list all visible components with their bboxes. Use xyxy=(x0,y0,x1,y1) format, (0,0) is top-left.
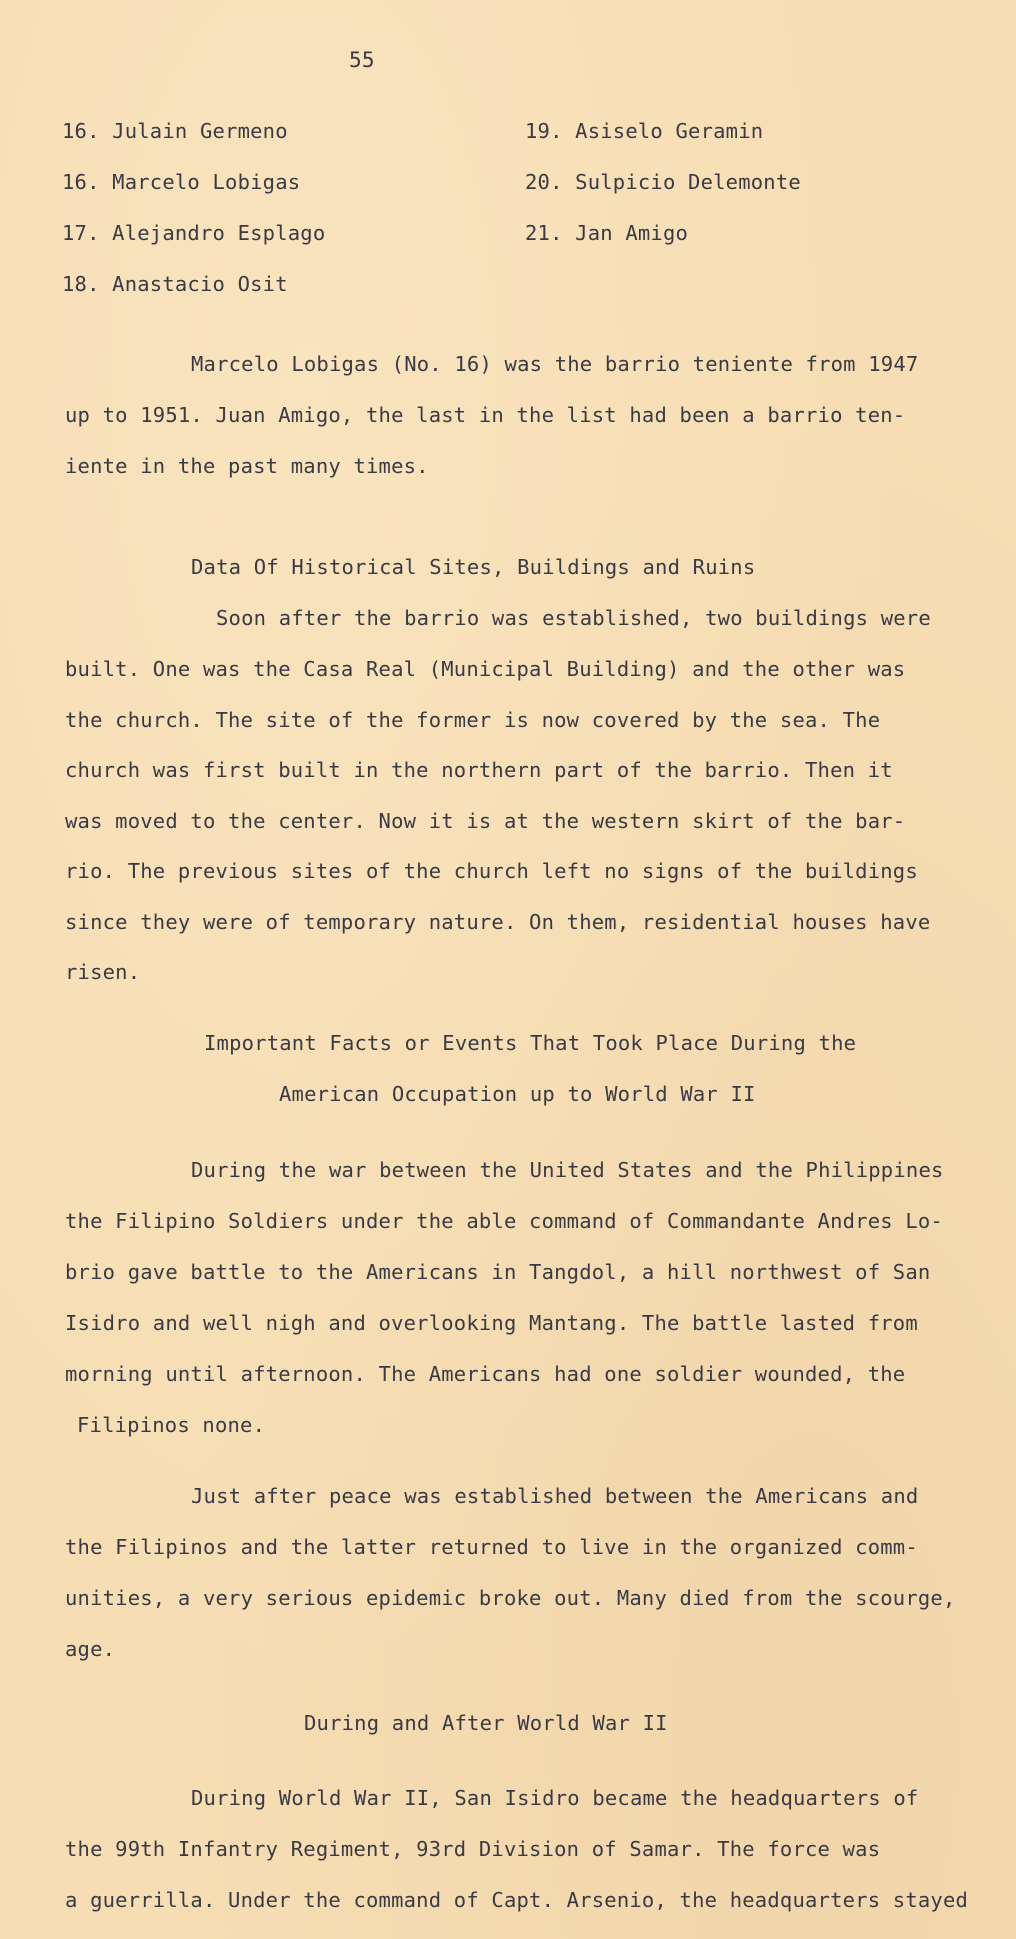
paragraph-line: a guerrilla. Under the command of Capt. Arsenio, the headquarters stayed xyxy=(65,1888,969,1912)
paragraph-line: the Filipino Soldiers under the able command of Commandante Andres Lo- xyxy=(65,1209,943,1233)
list-item: 18. Anastacio Osit xyxy=(62,272,288,296)
paragraph-line: since they were of temporary nature. On them, residential houses have xyxy=(65,910,931,934)
paragraph-line: age. xyxy=(65,1637,116,1661)
list-item: 16. Julain Germeno xyxy=(62,119,288,143)
paragraph-line: the church. The site of the former is now covered by the sea. The xyxy=(65,708,881,732)
paragraph-line: During the war between the United States and the Philippines xyxy=(191,1158,944,1182)
page-number: 55 xyxy=(349,48,375,72)
paragraph-line: built. One was the Casa Real (Municipal Building) and the other was xyxy=(65,657,906,681)
list-item: 17. Alejandro Esplago xyxy=(62,221,326,245)
paragraph-line: Soon after the barrio was established, two buildings were xyxy=(216,606,931,630)
paragraph-line: morning until afternoon. The Americans had one soldier wounded, the xyxy=(65,1362,906,1386)
section-heading: During and After World War II xyxy=(304,1711,668,1735)
paragraph-line: During World War II, San Isidro became the headquarters of xyxy=(191,1786,919,1810)
paragraph-line: unities, a very serious epidemic broke out. Many died from the scourge, xyxy=(65,1586,956,1610)
intro-line: up to 1951. Juan Amigo, the last in the list had been a barrio ten- xyxy=(65,403,906,427)
paragraph-line: was moved to the center. Now it is at the western skirt of the bar- xyxy=(65,809,906,833)
list-item: 19. Asiselo Geramin xyxy=(525,119,764,143)
paragraph-line: Just after peace was established between the Americans and xyxy=(191,1484,919,1508)
list-item: 20. Sulpicio Delemonte xyxy=(525,170,801,194)
paragraph-line: rio. The previous sites of the church left no signs of the buildings xyxy=(65,859,918,883)
paragraph-line: the 99th Infantry Regiment, 93rd Division of Samar. The force was xyxy=(65,1837,881,1861)
intro-line: Marcelo Lobigas (No. 16) was the barrio teniente from 1947 xyxy=(191,352,919,376)
paragraph-line: Isidro and well nigh and overlooking Mantang. The battle lasted from xyxy=(65,1311,918,1335)
section-heading: American Occupation up to World War II xyxy=(279,1082,756,1106)
section-heading: Important Facts or Events That Took Place During the xyxy=(204,1031,857,1055)
paragraph-line: Filipinos none. xyxy=(77,1413,266,1437)
paragraph-line: risen. xyxy=(65,960,141,984)
paragraph-line: the Filipinos and the latter returned to live in the organized comm- xyxy=(65,1535,918,1559)
paragraph-line: church was first built in the northern part of the barrio. Then it xyxy=(65,758,893,782)
paragraph-line: brio gave battle to the Americans in Tangdol, a hill northwest of San xyxy=(65,1260,931,1284)
section-heading: Data Of Historical Sites, Buildings and Ruins xyxy=(191,555,756,579)
intro-line: iente in the past many times. xyxy=(65,454,429,478)
list-item: 16. Marcelo Lobigas xyxy=(62,170,301,194)
list-item: 21. Jan Amigo xyxy=(525,221,689,245)
